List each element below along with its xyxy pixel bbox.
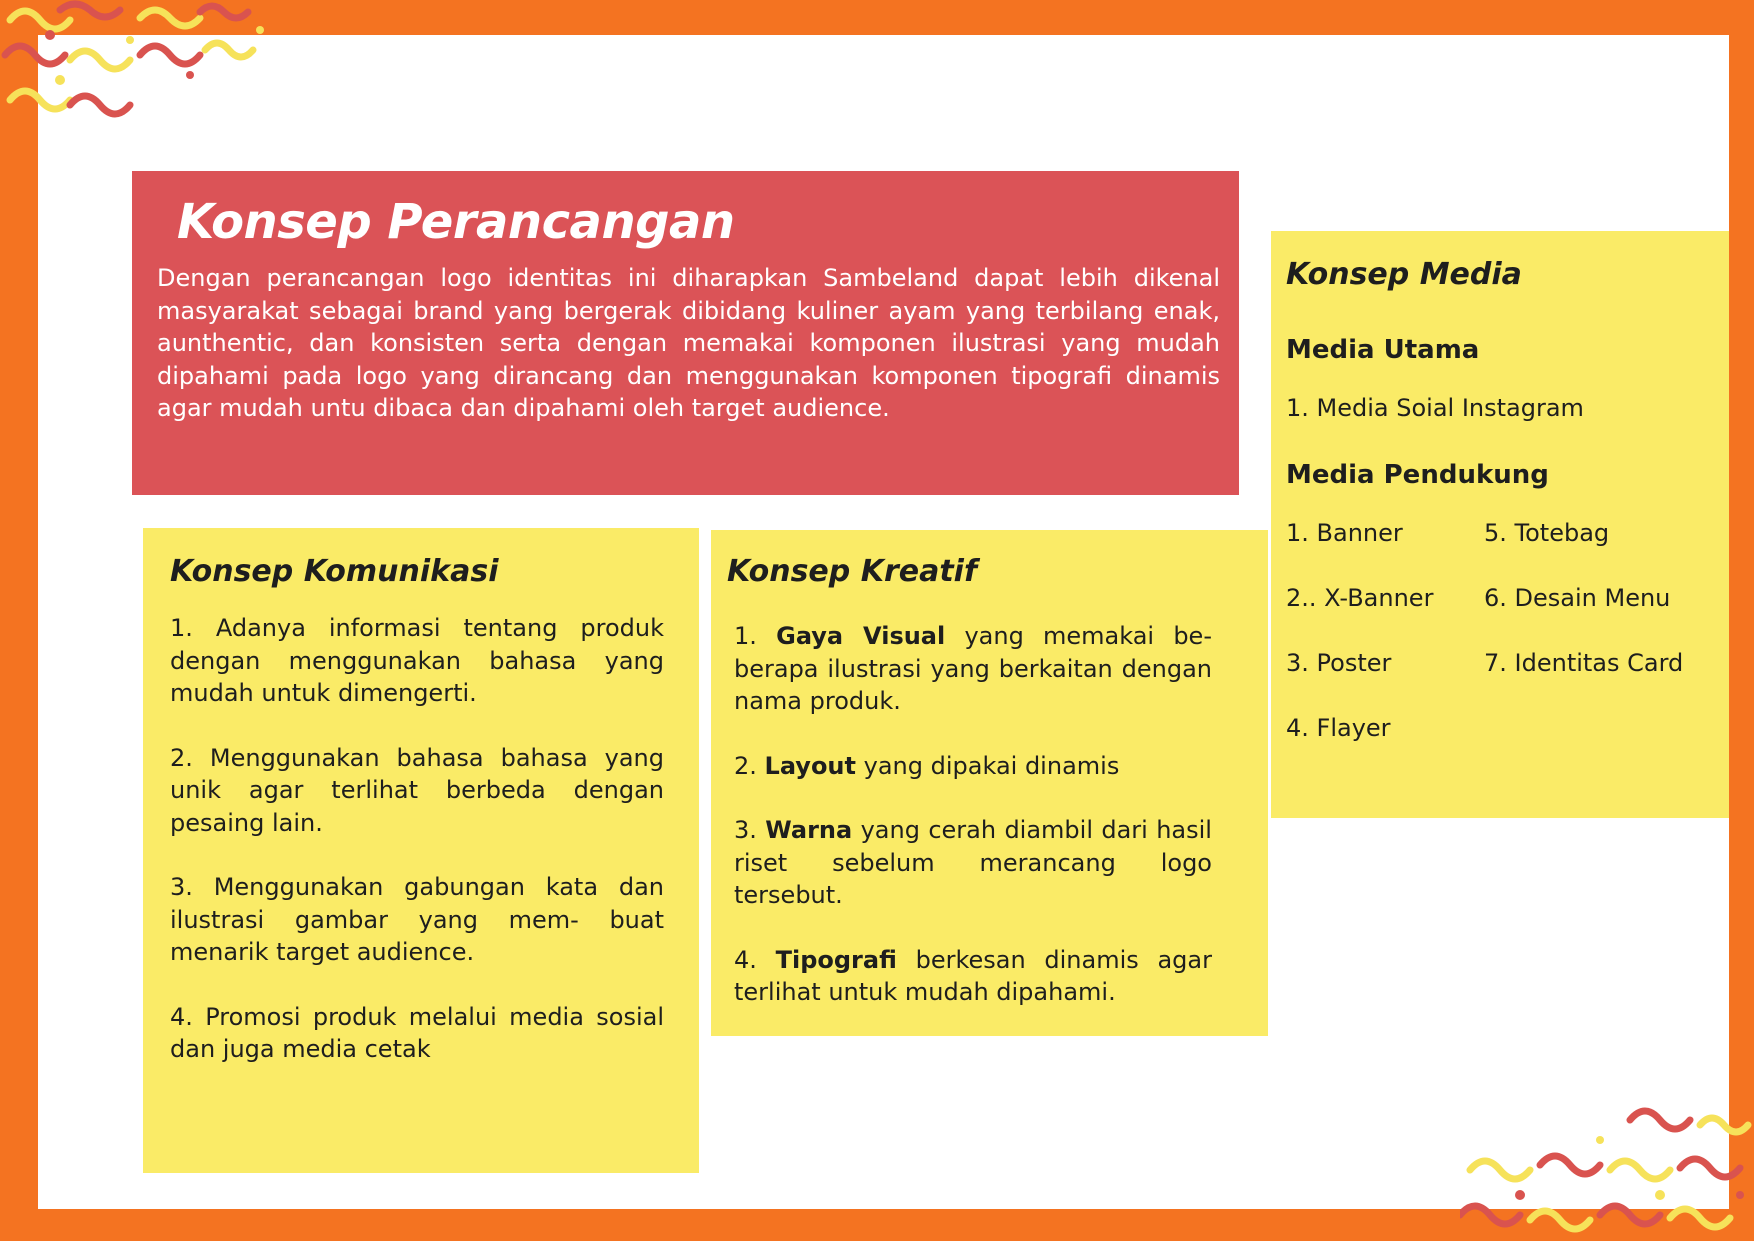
item-term: Warna xyxy=(765,816,853,844)
konsep-kreatif-panel xyxy=(711,530,1268,1036)
item-number: 3. xyxy=(734,816,757,844)
list-item: 4. Promosi produk melalui media sosial dan juga media cetak xyxy=(170,1002,664,1063)
list-item xyxy=(734,620,1212,718)
komunikasi-list xyxy=(170,612,664,1066)
item-term: Gaya Visual xyxy=(776,622,946,650)
list-item: 3. Menggunakan gabungan kata dan ilustrasi gambar yang mem- buat menarik target audience. xyxy=(170,873,664,966)
item-text: yang memakai be- berapa ilustrasi yang berkaitan dengan nama produk. xyxy=(734,622,1212,715)
media-utama-heading: Media Utama xyxy=(1286,335,1480,365)
kreatif-list xyxy=(734,620,1212,1009)
list-item xyxy=(734,750,1212,783)
kreatif-title: Konsep Kreatif xyxy=(727,554,978,589)
konsep-komunikasi-panel xyxy=(143,528,699,1173)
item-number: 2. xyxy=(734,751,757,780)
list-item: 4. Flayer xyxy=(1286,714,1391,743)
media-utama-item: 1. Media Soial Instagram xyxy=(1286,394,1584,423)
item-term: Layout xyxy=(764,751,856,780)
list-item: 5. Totebag xyxy=(1484,519,1610,548)
konsep-perancangan-box xyxy=(132,171,1239,495)
item-text: yang dipakai dinamis xyxy=(863,751,1120,780)
konsep-media-panel xyxy=(1271,231,1729,818)
media-pendukung-heading: Media Pendukung xyxy=(1286,460,1549,491)
komunikasi-title: Konsep Komunikasi xyxy=(170,554,499,589)
list-item: 2. Menggunakan bahasa bahasa yang unik agar terlihat berbeda dengan pesaing lain. xyxy=(170,743,664,837)
item-number: 1. xyxy=(734,622,757,650)
list-item xyxy=(734,944,1212,1009)
list-item: 6. Desain Menu xyxy=(1484,584,1671,613)
item-term: Tipografi xyxy=(775,945,897,974)
list-item xyxy=(734,814,1212,912)
media-pendukung-column-1 xyxy=(1286,519,1433,779)
page-description: Dengan perancangan logo identitas ini diharapkan Sambeland dapat lebih dikenal masyarakat sebagai brand yang bergerak dibidang kuliner ayam yang terbilang enak, aunthentic, dan konsisten serta dengan memakai komponen ilustrasi yang mudah dipahami pada logo yang dirancang dan menggunakan komponen tipografi dinamis agar mudah untu dibaca dan dipahami oleh target audience. xyxy=(157,264,1220,423)
list-item: 1. Banner xyxy=(1286,519,1403,548)
item-text: berkesan dinamis agar terlihat untuk mudah dipahami. xyxy=(734,945,1212,1006)
item-text: yang cerah diambil dari hasil riset sebelum merancang logo tersebut. xyxy=(734,816,1212,909)
media-title: Konsep Media xyxy=(1286,257,1522,292)
list-item: 1. Adanya informasi tentang produk dengan menggunakan bahasa yang mudah untuk dimengerti. xyxy=(170,614,664,707)
batik-ornament-top-left xyxy=(0,0,280,130)
list-item: 7. Identitas Card xyxy=(1484,649,1684,678)
page-title: Konsep Perancangan xyxy=(177,194,735,250)
list-item: 2.. X-Banner xyxy=(1286,584,1434,613)
media-pendukung-column-2 xyxy=(1484,519,1724,714)
item-number: 4. xyxy=(734,945,757,974)
batik-ornament-bottom-right xyxy=(1460,1100,1754,1241)
list-item: 3. Poster xyxy=(1286,649,1392,678)
media-pendukung-list xyxy=(1286,519,1711,759)
